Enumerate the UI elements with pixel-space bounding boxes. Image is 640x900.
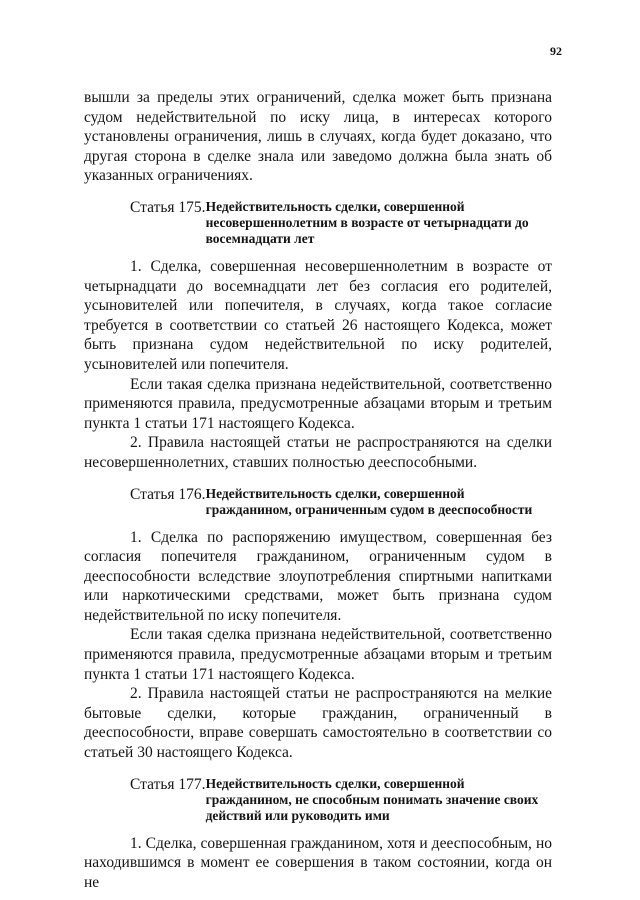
article-176-paragraph-1: 1. Сделка по распоряжению имуществом, совершенная без согласия попечителя гражданином, ограниченным судом в дееспособности вследствие злоупотребления спиртными напитками или наркотическими средствами, может быть признана судом недействительной по иску попечителя. [84, 528, 552, 624]
article-175-title: Недействительность сделки, совершенной несовершеннолетним в возрасте от четырнадцати до восемнадцати лет [205, 198, 529, 246]
article-177-heading [84, 775, 552, 824]
article-175-number: Статья 175. [130, 198, 206, 216]
article-175-paragraph-1: 1. Сделка, совершенная несовершеннолетним в возрасте от четырнадцати до восемнадцати лет без согласия его родителей, усыновителей или попечителя, в случаях, когда такое согласие требуется в соответствии со статьей 26 настоящего Кодекса, может быть признана судом недействительной по иску родителей, усыновителей или попечителя. [84, 257, 552, 373]
article-176-number: Статья 176. [130, 485, 206, 503]
article-176-heading [84, 485, 552, 518]
article-177-number: Статья 177. [130, 775, 206, 793]
page-number: 92 [550, 44, 562, 58]
article-177-paragraph-1: 1. Сделка, совершенная гражданином, хотя и дееспособным, но находившимся в момент ее совершения в таком состоянии, когда он не [84, 834, 552, 891]
article-177-title: Недействительность сделки, совершенной гражданином, не способным понимать значение своих действий или руководить ими [205, 775, 539, 823]
article-176-paragraph-3: 2. Правила настоящей статьи не распространяются на мелкие бытовые сделки, которые гражданин, ограниченный в дееспособности, вправе совершать самостоятельно в соответствии со статьей 30 настоящего Кодекса. [84, 685, 552, 762]
article-176-paragraph-2: Если такая сделка признана недействительной, соответственно применяются правила, предусмотренные абзацами вторым и третьим пункта 1 статьи 171 настоящего Кодекса. [84, 626, 552, 683]
page-content [84, 88, 552, 892]
article-175-paragraph-3: 2. Правила настоящей статьи не распространяются на сделки несовершеннолетних, ставших полностью дееспособными. [84, 434, 552, 471]
article-176-title: Недействительность сделки, совершенной гражданином, ограниченным судом в дееспособности [205, 485, 533, 517]
article-175-heading [84, 198, 552, 247]
article-175-paragraph-2: Если такая сделка признана недействительной, соответственно применяются правила, предусмотренные абзацами вторым и третьим пункта 1 статьи 171 настоящего Кодекса. [84, 375, 552, 432]
intro-paragraph: вышли за пределы этих ограничений, сделка может быть признана судом недействительной по иску лица, в интересах которого установлены ограничения, лишь в случаях, когда будет доказано, что другая сторона в сделке знала или заведомо должна была знать об указанных ограничениях. [84, 89, 552, 185]
